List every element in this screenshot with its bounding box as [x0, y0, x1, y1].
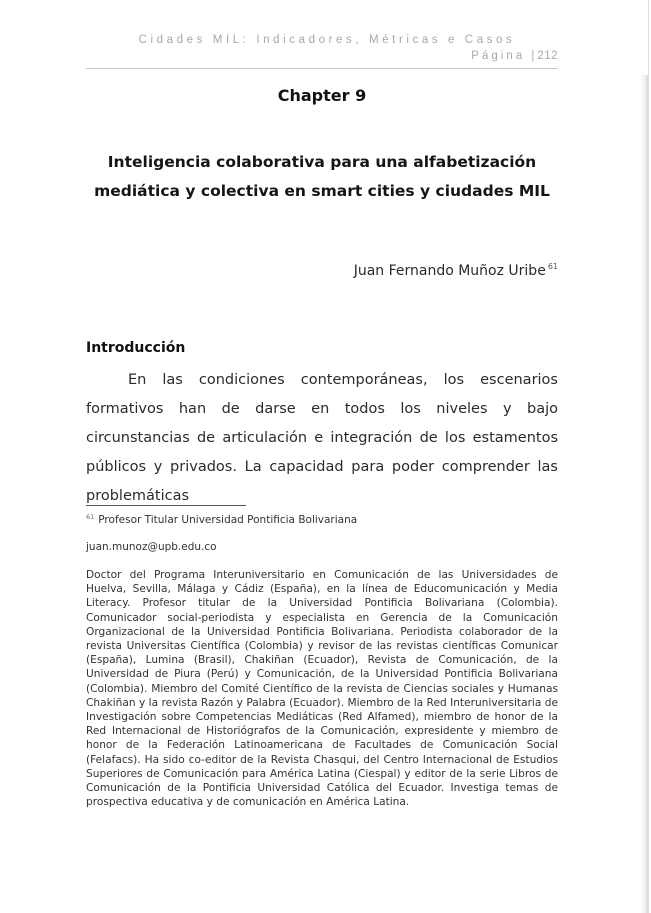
body-paragraph: En las condiciones contemporáneas, los escenarios formativos han de darse en todos los niveles y bajo circunstancias de articulación e integración de los estamentos públicos y privados. La capacidad para poder comprender las problemáticas: [86, 372, 558, 504]
page-edge-shadow: [640, 75, 648, 913]
book-title: Cidades MIL: Indicadores, Métricas e Casos: [138, 34, 516, 46]
running-header: [86, 34, 558, 62]
footnote-email: juan.munoz@upb.edu.co: [86, 541, 217, 553]
chapter-title-line-2: mediática y colectiva en smart cities y ciudades MIL: [94, 182, 550, 200]
author-byline: [86, 262, 558, 279]
section-heading: Introducción: [86, 340, 186, 356]
footnote-affiliation-text: Profesor Titular Universidad Pontificia Bolivariana: [98, 514, 358, 526]
chapter-title: [86, 148, 558, 206]
footnote-affiliation: [86, 513, 558, 526]
page-number: 212: [537, 50, 558, 62]
author-name: Juan Fernando Muñoz Uribe: [353, 263, 546, 279]
page-indicator: [86, 50, 558, 62]
page-label: Página: [471, 50, 526, 62]
footnote-ref: 61: [547, 262, 558, 271]
footnote-bio: Doctor del Programa Interuniversitario en Comunicación de las Universidades de Huelva, Sevilla, Málaga y Cádiz (España), en la línea de Educomunicación y Media Literacy. Profesor titular de la Universidad Pontificia Bolivariana (Colombia). Comunicador social-periodista y especialista en Gerencia de la Comunicación Organizacional de la Universidad Pontificia Bolivariana. Periodista colaborador de la revista Universitas Científica (Colombia) y revisor de las revistas científicas Comunicar (España), Lumina (Brasil), Chakiñan (Ecuador), Revista de Comunicación, de la Universidad de Piura (Perú) y Comunicación, de la Universidad Pontificia Bolivariana (Colombia). Miembro del Comité Científico de la revista de Ciencias sociales y Humanas Chakiñan y la revista Razón y Palabra (Ecuador). Miembro de la Red Interuniversitaria de Investigación sobre Competencias Mediáticas (Red Alfamed), miembro de honor de la Red Internacional de Historiógrafos de la Comunicación, expresidente y miembro de honor de la Federación Latinoamericana de Facultades de Comunicación Social (Felafacs). Ha sido co-editor de la Revista Chasqui, del Centro Internacional de Estudios Superiores de Comunicación para América Latina (Ciespal) y editor de la serie Libros de Comunicación de la Pontificia Universidad Católica del Ecuador. Investiga temas de prospectiva educativa y de comunicación en América Latina.: [86, 569, 558, 809]
header-rule: [86, 68, 558, 69]
chapter-label: Chapter 9: [277, 86, 367, 105]
footnote-rule: [86, 505, 246, 506]
page-separator: |: [531, 50, 538, 62]
page-edge-line: [648, 0, 649, 913]
chapter-title-line-1: Inteligencia colaborativa para una alfabetización: [107, 153, 537, 171]
footnote-number: 61: [86, 513, 95, 521]
